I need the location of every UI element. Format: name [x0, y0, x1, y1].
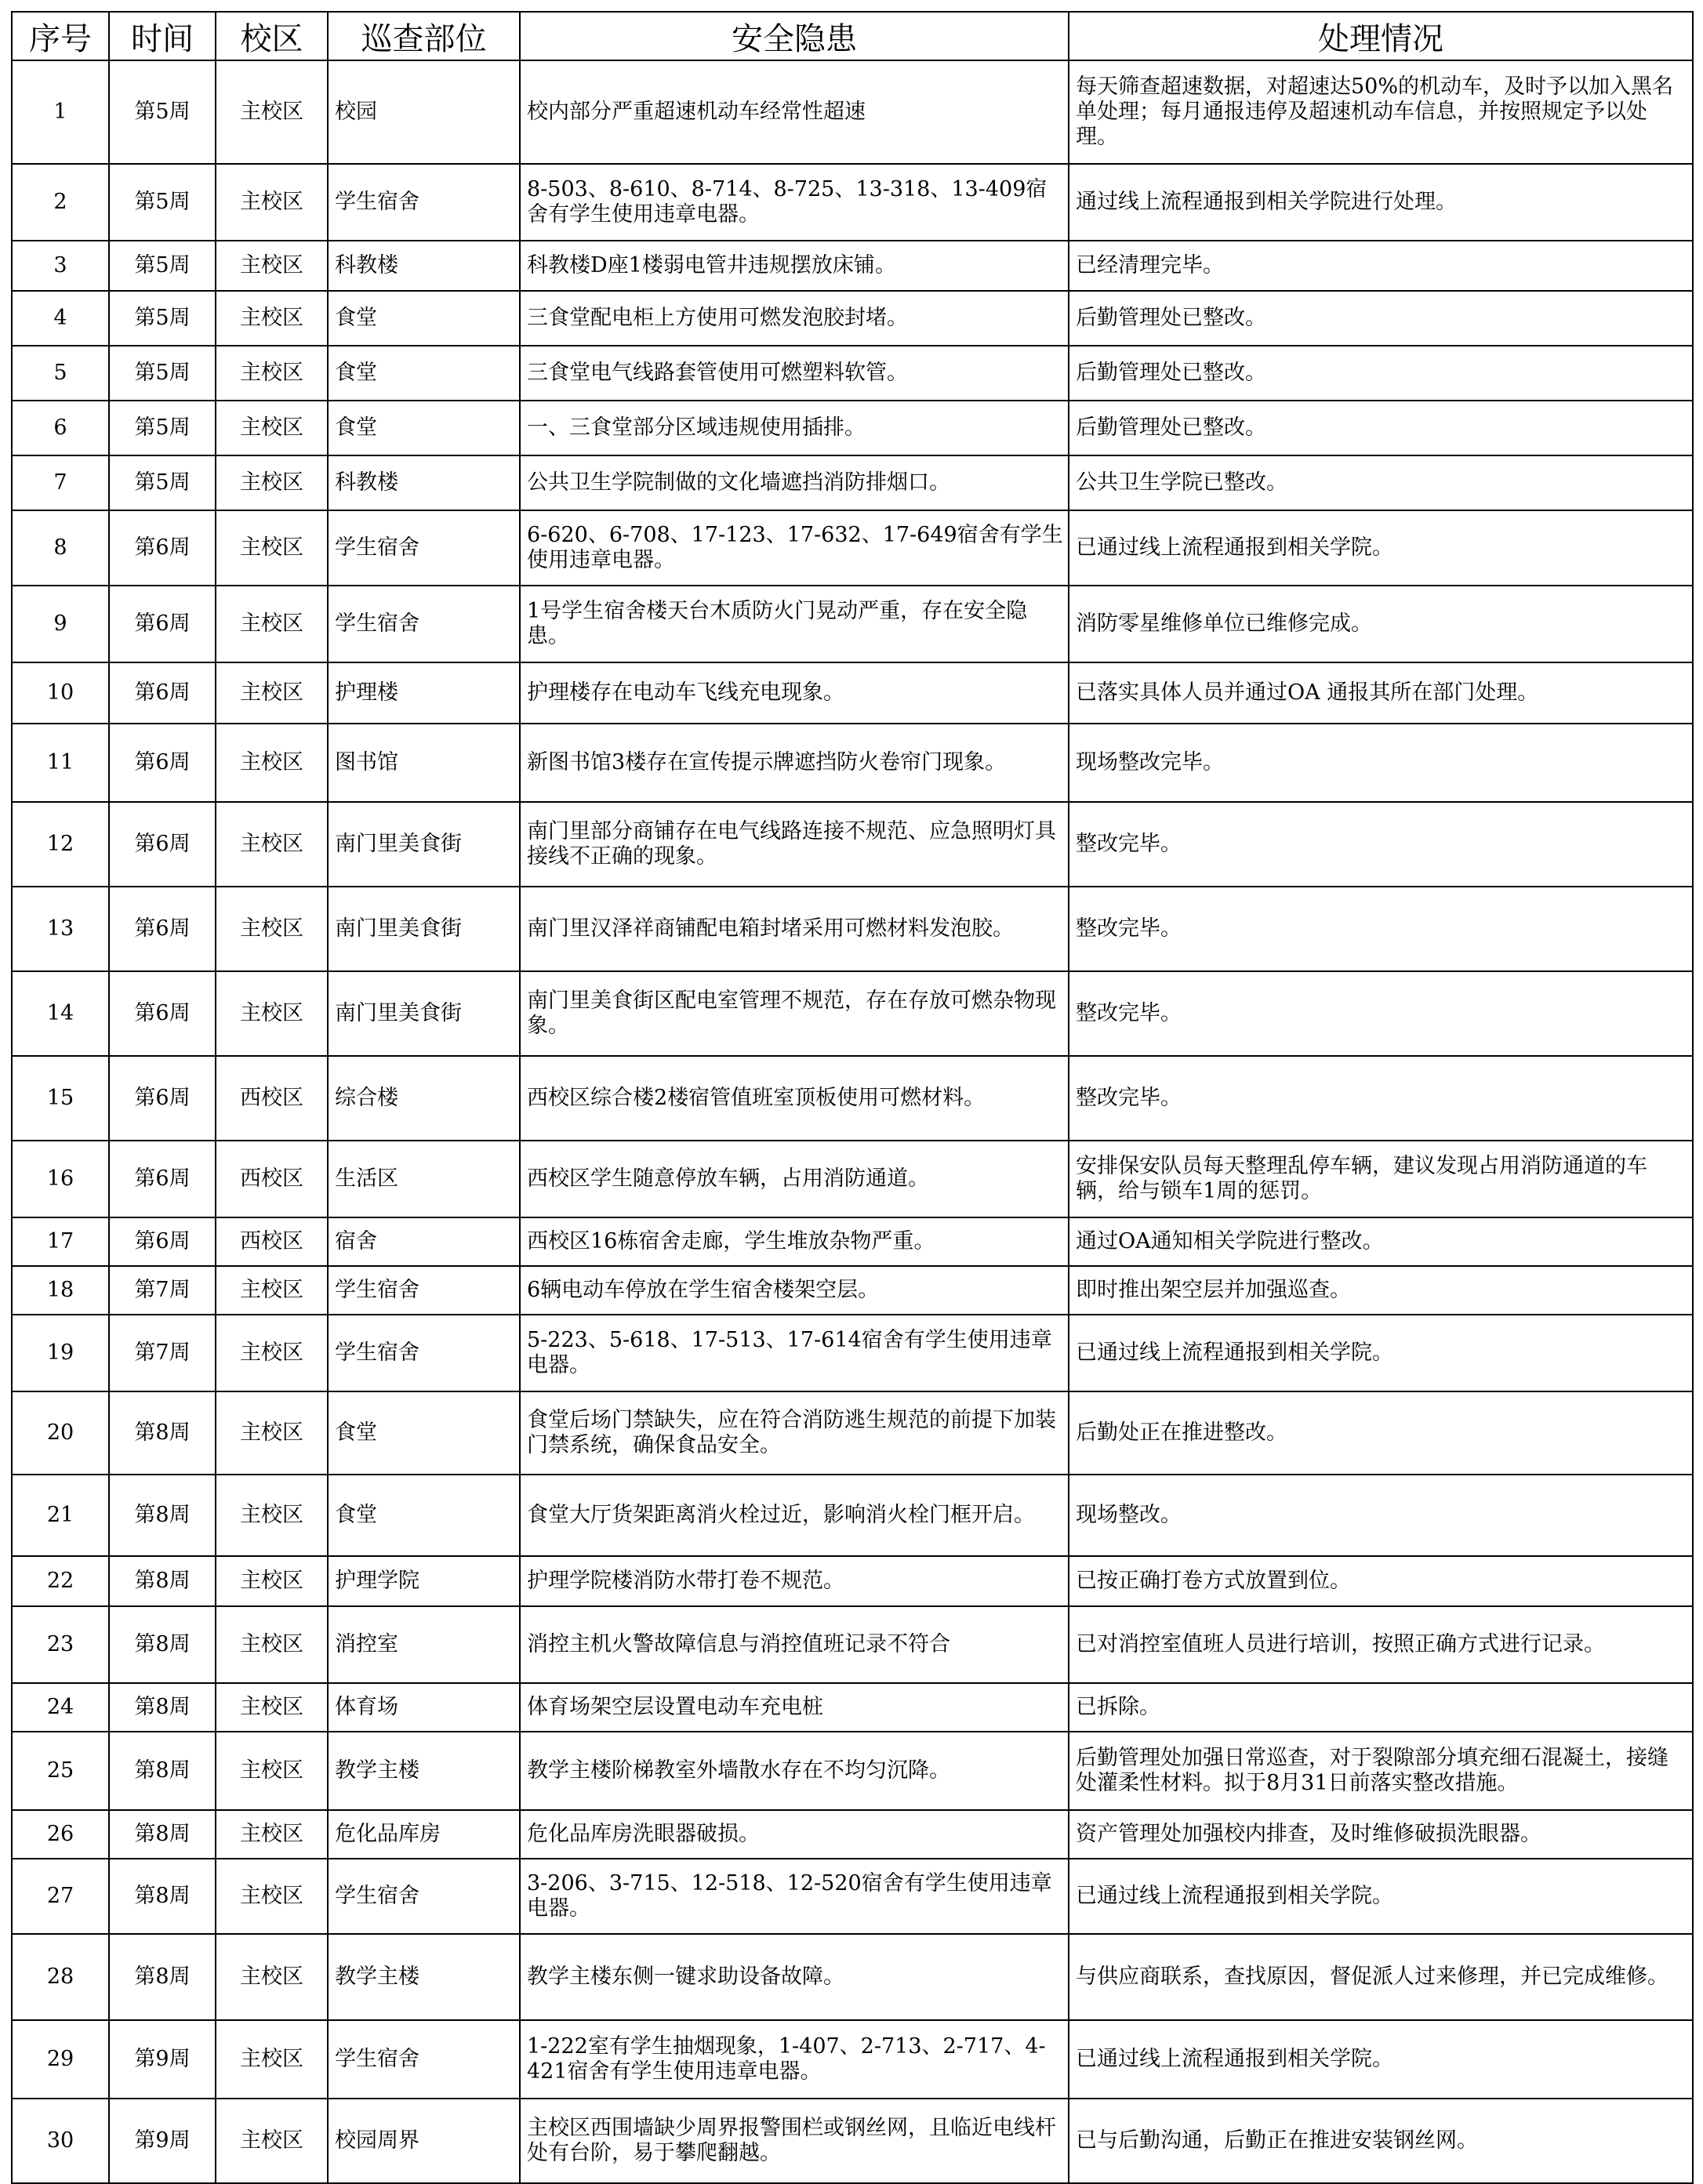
cell-no: 20 [12, 1391, 109, 1475]
cell-campus: 西校区 [216, 1056, 328, 1141]
cell-hazard: 护理学院楼消防水带打卷不规范。 [520, 1556, 1069, 1606]
table-row [12, 1266, 1693, 1315]
table-row [12, 1606, 1693, 1683]
cell-location: 食堂 [328, 1391, 520, 1475]
table-row [12, 1056, 1693, 1141]
cell-location: 宿舍 [328, 1217, 520, 1266]
cell-no: 29 [12, 2020, 109, 2099]
cell-hazard: 西校区学生随意停放车辆，占用消防通道。 [520, 1141, 1069, 1217]
cell-location: 南门里美食街 [328, 971, 520, 1056]
table-row [12, 1934, 1693, 2020]
cell-week: 第6周 [109, 802, 216, 887]
cell-no: 17 [12, 1217, 109, 1266]
safety-inspection-table [11, 11, 1694, 2184]
cell-location: 教学主楼 [328, 1732, 520, 1810]
cell-hazard: 公共卫生学院制做的文化墙遮挡消防排烟口。 [520, 455, 1069, 510]
cell-location: 消控室 [328, 1606, 520, 1683]
cell-week: 第6周 [109, 887, 216, 971]
cell-hazard: 南门里汉泽祥商铺配电箱封堵采用可燃材料发泡胶。 [520, 887, 1069, 971]
cell-location: 学生宿舍 [328, 2020, 520, 2099]
cell-location: 综合楼 [328, 1056, 520, 1141]
cell-no: 21 [12, 1475, 109, 1556]
cell-campus: 主校区 [216, 2020, 328, 2099]
cell-no: 4 [12, 291, 109, 346]
table-header [12, 12, 1693, 60]
table-row [12, 1859, 1693, 1934]
cell-action: 整改完毕。 [1069, 802, 1693, 887]
cell-action: 已落实具体人员并通过OA 通报其所在部门处理。 [1069, 662, 1693, 724]
cell-location: 护理学院 [328, 1556, 520, 1606]
cell-hazard: 5-223、5-618、17-513、17-614宿舍有学生使用违章电器。 [520, 1315, 1069, 1391]
table-row [12, 241, 1693, 291]
cell-no: 18 [12, 1266, 109, 1315]
table-row [12, 1315, 1693, 1391]
cell-location: 学生宿舍 [328, 1859, 520, 1934]
cell-week: 第6周 [109, 724, 216, 802]
table-body [12, 60, 1693, 2183]
cell-location: 学生宿舍 [328, 1315, 520, 1391]
cell-action: 通过OA通知相关学院进行整改。 [1069, 1217, 1693, 1266]
cell-action: 即时推出架空层并加强巡查。 [1069, 1266, 1693, 1315]
cell-no: 1 [12, 60, 109, 164]
cell-location: 图书馆 [328, 724, 520, 802]
cell-location: 食堂 [328, 1475, 520, 1556]
cell-week: 第6周 [109, 971, 216, 1056]
cell-campus: 主校区 [216, 1556, 328, 1606]
cell-hazard: 西校区16栋宿舍走廊，学生堆放杂物严重。 [520, 1217, 1069, 1266]
cell-action: 已通过线上流程通报到相关学院。 [1069, 510, 1693, 586]
cell-campus: 主校区 [216, 455, 328, 510]
cell-location: 食堂 [328, 346, 520, 401]
cell-week: 第6周 [109, 1217, 216, 1266]
cell-action: 消防零星维修单位已维修完成。 [1069, 586, 1693, 662]
cell-week: 第8周 [109, 1859, 216, 1934]
cell-no: 9 [12, 586, 109, 662]
cell-campus: 主校区 [216, 662, 328, 724]
cell-action: 后勤管理处加强日常巡查，对于裂隙部分填充细石混凝土，接缝处灌柔性材料。拟于8月31日前落实整改措施。 [1069, 1732, 1693, 1810]
cell-location: 学生宿舍 [328, 586, 520, 662]
cell-campus: 主校区 [216, 510, 328, 586]
cell-campus: 主校区 [216, 164, 328, 241]
cell-campus: 主校区 [216, 724, 328, 802]
cell-campus: 主校区 [216, 60, 328, 164]
cell-action: 后勤处正在推进整改。 [1069, 1391, 1693, 1475]
cell-location: 南门里美食街 [328, 887, 520, 971]
cell-campus: 主校区 [216, 1266, 328, 1315]
cell-action: 已经清理完毕。 [1069, 241, 1693, 291]
cell-no: 10 [12, 662, 109, 724]
cell-action: 后勤管理处已整改。 [1069, 401, 1693, 455]
cell-hazard: 三食堂电气线路套管使用可燃塑料软管。 [520, 346, 1069, 401]
table-row [12, 1475, 1693, 1556]
cell-campus: 主校区 [216, 1606, 328, 1683]
cell-hazard: 8-503、8-610、8-714、8-725、13-318、13-409宿舍有学生使用违章电器。 [520, 164, 1069, 241]
cell-action: 已与后勤沟通，后勤正在推进安装钢丝网。 [1069, 2099, 1693, 2183]
cell-hazard: 6-620、6-708、17-123、17-632、17-649宿舍有学生使用违章电器。 [520, 510, 1069, 586]
cell-action: 公共卫生学院已整改。 [1069, 455, 1693, 510]
cell-no: 13 [12, 887, 109, 971]
cell-hazard: 体育场架空层设置电动车充电桩 [520, 1683, 1069, 1732]
table-row [12, 1810, 1693, 1859]
cell-no: 15 [12, 1056, 109, 1141]
cell-location: 食堂 [328, 291, 520, 346]
table-row [12, 60, 1693, 164]
table-row [12, 164, 1693, 241]
cell-week: 第8周 [109, 1683, 216, 1732]
table-row [12, 971, 1693, 1056]
cell-hazard: 消控主机火警故障信息与消控值班记录不符合 [520, 1606, 1069, 1683]
table-row [12, 401, 1693, 455]
cell-location: 南门里美食街 [328, 802, 520, 887]
header-row [12, 12, 1693, 60]
cell-location: 生活区 [328, 1141, 520, 1217]
cell-week: 第9周 [109, 2099, 216, 2183]
cell-action: 资产管理处加强校内排查，及时维修破损洗眼器。 [1069, 1810, 1693, 1859]
cell-no: 3 [12, 241, 109, 291]
cell-no: 28 [12, 1934, 109, 2020]
cell-campus: 主校区 [216, 802, 328, 887]
table-row [12, 1556, 1693, 1606]
cell-hazard: 校内部分严重超速机动车经常性超速 [520, 60, 1069, 164]
table-row [12, 1217, 1693, 1266]
cell-campus: 主校区 [216, 971, 328, 1056]
table-row [12, 724, 1693, 802]
cell-campus: 西校区 [216, 1217, 328, 1266]
cell-week: 第8周 [109, 1391, 216, 1475]
cell-hazard: 6辆电动车停放在学生宿舍楼架空层。 [520, 1266, 1069, 1315]
cell-no: 14 [12, 971, 109, 1056]
cell-location: 教学主楼 [328, 1934, 520, 2020]
cell-campus: 西校区 [216, 1141, 328, 1217]
cell-week: 第5周 [109, 241, 216, 291]
cell-location: 科教楼 [328, 241, 520, 291]
cell-campus: 主校区 [216, 887, 328, 971]
cell-hazard: 南门里部分商铺存在电气线路连接不规范、应急照明灯具接线不正确的现象。 [520, 802, 1069, 887]
cell-week: 第8周 [109, 1810, 216, 1859]
cell-hazard: 新图书馆3楼存在宣传提示牌遮挡防火卷帘门现象。 [520, 724, 1069, 802]
cell-week: 第6周 [109, 586, 216, 662]
cell-no: 23 [12, 1606, 109, 1683]
cell-action: 安排保安队员每天整理乱停车辆，建议发现占用消防通道的车辆，给与锁车1周的惩罚。 [1069, 1141, 1693, 1217]
table-row [12, 455, 1693, 510]
cell-action: 后勤管理处已整改。 [1069, 291, 1693, 346]
cell-week: 第7周 [109, 1266, 216, 1315]
cell-no: 22 [12, 1556, 109, 1606]
table-row [12, 2099, 1693, 2183]
header-week: 时间 [109, 12, 216, 60]
table-row [12, 510, 1693, 586]
cell-action: 已按正确打卷方式放置到位。 [1069, 1556, 1693, 1606]
cell-week: 第8周 [109, 1475, 216, 1556]
table-row [12, 1732, 1693, 1810]
cell-hazard: 1-222室有学生抽烟现象，1-407、2-713、2-717、4-421宿舍有学生使用违章电器。 [520, 2020, 1069, 2099]
header-campus: 校区 [216, 12, 328, 60]
cell-week: 第5周 [109, 346, 216, 401]
cell-hazard: 一、三食堂部分区域违规使用插排。 [520, 401, 1069, 455]
cell-campus: 主校区 [216, 401, 328, 455]
cell-campus: 主校区 [216, 1391, 328, 1475]
cell-hazard: 教学主楼东侧一键求助设备故障。 [520, 1934, 1069, 2020]
cell-no: 30 [12, 2099, 109, 2183]
cell-action: 后勤管理处已整改。 [1069, 346, 1693, 401]
cell-campus: 主校区 [216, 1810, 328, 1859]
header-hazard: 安全隐患 [520, 12, 1069, 60]
cell-campus: 主校区 [216, 241, 328, 291]
cell-campus: 主校区 [216, 1683, 328, 1732]
cell-no: 11 [12, 724, 109, 802]
cell-week: 第8周 [109, 1934, 216, 2020]
cell-no: 16 [12, 1141, 109, 1217]
cell-location: 食堂 [328, 401, 520, 455]
cell-location: 护理楼 [328, 662, 520, 724]
cell-location: 校园周界 [328, 2099, 520, 2183]
table-row [12, 346, 1693, 401]
cell-campus: 主校区 [216, 346, 328, 401]
cell-action: 已通过线上流程通报到相关学院。 [1069, 2020, 1693, 2099]
cell-hazard: 主校区西围墙缺少周界报警围栏或钢丝网，且临近电线杆处有台阶，易于攀爬翻越。 [520, 2099, 1069, 2183]
cell-week: 第8周 [109, 1732, 216, 1810]
cell-no: 12 [12, 802, 109, 887]
cell-hazard: 西校区综合楼2楼宿管值班室顶板使用可燃材料。 [520, 1056, 1069, 1141]
header-location: 巡查部位 [328, 12, 520, 60]
cell-campus: 主校区 [216, 2099, 328, 2183]
cell-week: 第8周 [109, 1556, 216, 1606]
cell-hazard: 护理楼存在电动车飞线充电现象。 [520, 662, 1069, 724]
cell-no: 27 [12, 1859, 109, 1934]
cell-hazard: 1号学生宿舍楼天台木质防火门晃动严重，存在安全隐患。 [520, 586, 1069, 662]
cell-location: 校园 [328, 60, 520, 164]
cell-location: 体育场 [328, 1683, 520, 1732]
table-row [12, 887, 1693, 971]
table-row [12, 1391, 1693, 1475]
cell-campus: 主校区 [216, 586, 328, 662]
cell-hazard: 科教楼D座1楼弱电管井违规摆放床铺。 [520, 241, 1069, 291]
header-action: 处理情况 [1069, 12, 1693, 60]
cell-no: 26 [12, 1810, 109, 1859]
table-row [12, 802, 1693, 887]
cell-week: 第9周 [109, 2020, 216, 2099]
table-row [12, 2020, 1693, 2099]
cell-no: 7 [12, 455, 109, 510]
cell-no: 25 [12, 1732, 109, 1810]
cell-week: 第5周 [109, 164, 216, 241]
cell-location: 科教楼 [328, 455, 520, 510]
cell-no: 5 [12, 346, 109, 401]
header-no: 序号 [12, 12, 109, 60]
cell-hazard: 食堂后场门禁缺失，应在符合消防逃生规范的前提下加装门禁系统，确保食品安全。 [520, 1391, 1069, 1475]
cell-campus: 主校区 [216, 1315, 328, 1391]
cell-action: 整改完毕。 [1069, 971, 1693, 1056]
cell-action: 整改完毕。 [1069, 1056, 1693, 1141]
cell-hazard: 教学主楼阶梯教室外墙散水存在不均匀沉降。 [520, 1732, 1069, 1810]
table-row [12, 1141, 1693, 1217]
cell-location: 学生宿舍 [328, 164, 520, 241]
cell-action: 已通过线上流程通报到相关学院。 [1069, 1859, 1693, 1934]
cell-campus: 主校区 [216, 1732, 328, 1810]
table-row [12, 586, 1693, 662]
cell-campus: 主校区 [216, 1475, 328, 1556]
cell-action: 整改完毕。 [1069, 887, 1693, 971]
cell-hazard: 食堂大厅货架距离消火栓过近，影响消火栓门框开启。 [520, 1475, 1069, 1556]
cell-week: 第7周 [109, 1315, 216, 1391]
cell-location: 学生宿舍 [328, 1266, 520, 1315]
cell-week: 第6周 [109, 1141, 216, 1217]
table-row [12, 662, 1693, 724]
cell-action: 现场整改。 [1069, 1475, 1693, 1556]
cell-hazard: 三食堂配电柜上方使用可燃发泡胶封堵。 [520, 291, 1069, 346]
cell-no: 24 [12, 1683, 109, 1732]
cell-hazard: 南门里美食街区配电室管理不规范，存在存放可燃杂物现象。 [520, 971, 1069, 1056]
cell-no: 19 [12, 1315, 109, 1391]
cell-campus: 主校区 [216, 291, 328, 346]
cell-campus: 主校区 [216, 1859, 328, 1934]
cell-action: 已对消控室值班人员进行培训，按照正确方式进行记录。 [1069, 1606, 1693, 1683]
cell-action: 通过线上流程通报到相关学院进行处理。 [1069, 164, 1693, 241]
cell-week: 第6周 [109, 1056, 216, 1141]
cell-week: 第5周 [109, 60, 216, 164]
cell-no: 2 [12, 164, 109, 241]
cell-no: 8 [12, 510, 109, 586]
cell-hazard: 3-206、3-715、12-518、12-520宿舍有学生使用违章电器。 [520, 1859, 1069, 1934]
cell-action: 现场整改完毕。 [1069, 724, 1693, 802]
cell-action: 已拆除。 [1069, 1683, 1693, 1732]
cell-action: 每天筛查超速数据，对超速达50%的机动车，及时予以加入黑名单处理；每月通报违停及超速机动车信息，并按照规定予以处理。 [1069, 60, 1693, 164]
cell-location: 学生宿舍 [328, 510, 520, 586]
cell-campus: 主校区 [216, 1934, 328, 2020]
table-row [12, 291, 1693, 346]
cell-action: 与供应商联系，查找原因，督促派人过来修理，并已完成维修。 [1069, 1934, 1693, 2020]
cell-week: 第5周 [109, 401, 216, 455]
cell-no: 6 [12, 401, 109, 455]
cell-hazard: 危化品库房洗眼器破损。 [520, 1810, 1069, 1859]
cell-action: 已通过线上流程通报到相关学院。 [1069, 1315, 1693, 1391]
cell-week: 第6周 [109, 510, 216, 586]
cell-week: 第6周 [109, 662, 216, 724]
table-row [12, 1683, 1693, 1732]
cell-week: 第5周 [109, 291, 216, 346]
cell-week: 第5周 [109, 455, 216, 510]
cell-week: 第8周 [109, 1606, 216, 1683]
cell-location: 危化品库房 [328, 1810, 520, 1859]
